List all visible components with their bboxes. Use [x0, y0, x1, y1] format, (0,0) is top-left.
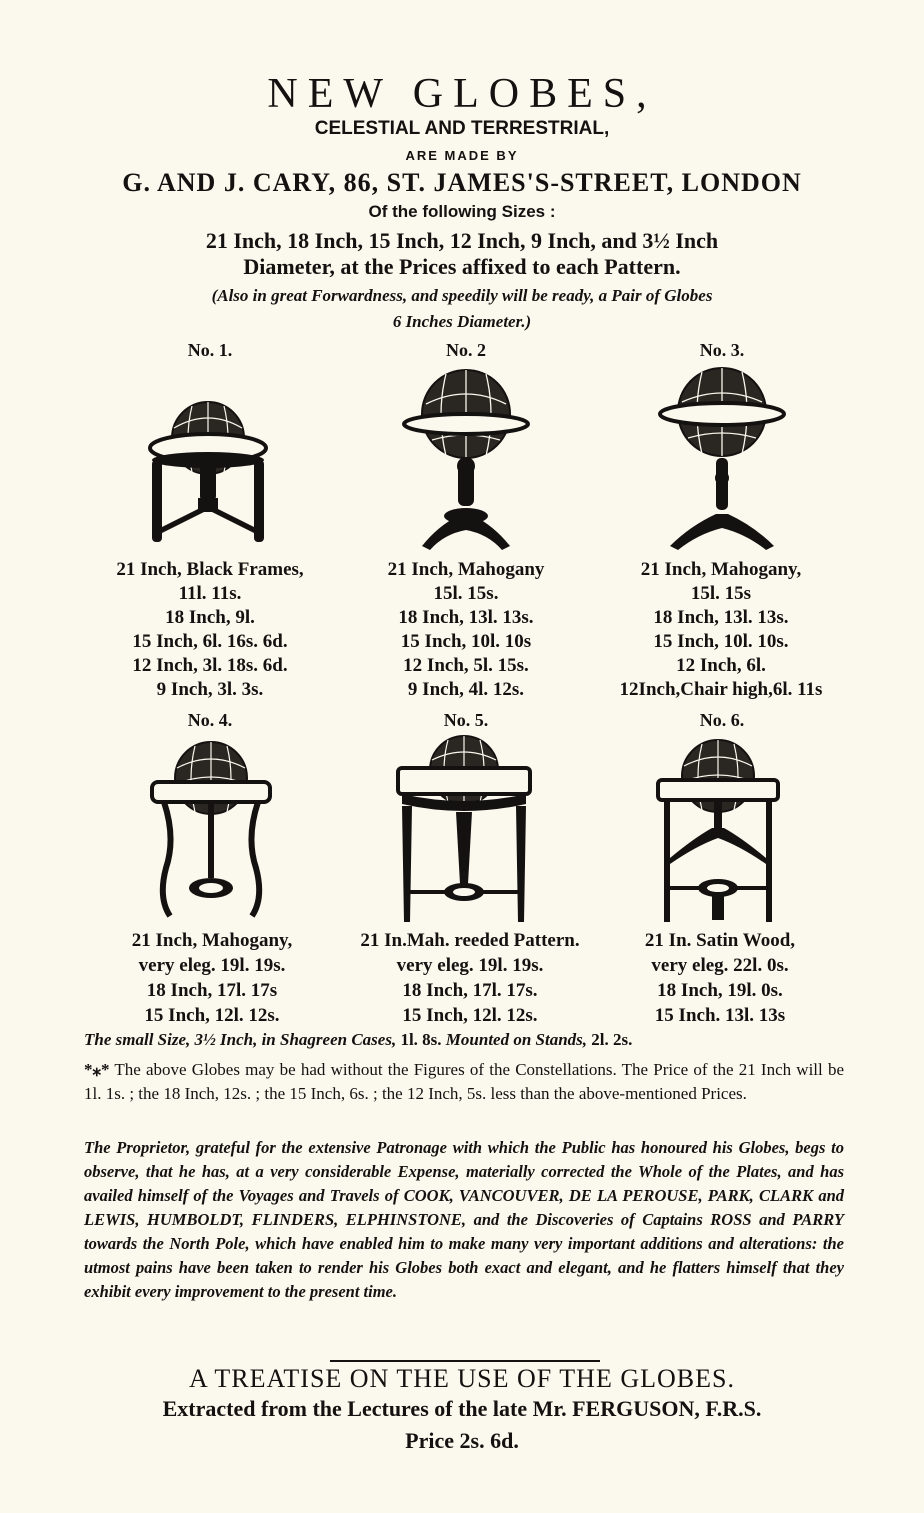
price-line: 21 In. Satin Wood, [644, 930, 796, 951]
maker-address: G. AND J. CARY, 86, ST. JAMES'S-STREET, LONDON [122, 168, 802, 197]
divider-rule [330, 1360, 600, 1362]
sizes-intro: Of the following Sizes : [368, 202, 556, 221]
globe-icon-no2 [398, 366, 534, 558]
price-line: 18 Inch, 13l. 13s. [653, 607, 789, 628]
treatise-source: Extracted from the Lectures of the late Mr. FERGUSON, F.R.S. [162, 1396, 762, 1421]
sizes-line: 21 Inch, 18 Inch, 15 Inch, 12 Inch, 9 Inch, and 3½ Inch [205, 228, 719, 253]
price-line: 18 Inch, 17l. 17s. [402, 980, 538, 1001]
small-size-note [84, 1030, 844, 1050]
price-line: very eleg. 22l. 0s. [651, 955, 789, 976]
treatise-title: A TREATISE ON THE USE OF THE GLOBES. [189, 1364, 735, 1393]
price-line: 21 Inch, Black Frames, [116, 559, 304, 580]
price-line: 9 Inch, 4l. 12s. [407, 679, 525, 700]
treatise-price: Price 2s. 6d. [405, 1428, 519, 1453]
price-line: 21 Inch, Mahogany [387, 559, 545, 580]
price-line: 12Inch,Chair high,6l. 11s [619, 679, 823, 700]
globe-icon-no6 [654, 738, 782, 924]
globe-icon-no4 [146, 738, 276, 922]
price-line: very eleg. 19l. 19s. [138, 955, 286, 976]
small-size-part3: Mounted on Stands, [445, 1030, 588, 1049]
also-note-line2: 6 Inches Diameter.) [392, 312, 532, 331]
price-line: Diameter, at the Prices affixed to each Pattern. [243, 254, 681, 279]
price-line: 15 Inch. 13l. 13s [654, 1005, 786, 1026]
price-line: 18 Inch, 17l. 17s [146, 980, 278, 1001]
price-line: 15l. 15s. [433, 583, 499, 604]
price-line: 11l. 11s. [178, 583, 242, 604]
price-line: 12 Inch, 3l. 18s. 6d. [132, 655, 288, 676]
pattern-label-4: No. 4. [187, 710, 233, 730]
price-line: 15l. 15s [690, 583, 752, 604]
asterism-icon: *⁎* [84, 1060, 110, 1079]
price-line: 21 Inch, Mahogany, [640, 559, 802, 580]
globe-icon-no5 [394, 734, 534, 926]
price-list-no3 [590, 558, 852, 702]
price-line: 15 Inch, 6l. 16s. 6d. [132, 631, 288, 652]
price-line: 21 Inch, Mahogany, [131, 930, 293, 951]
price-line: 18 Inch, 13l. 13s. [398, 607, 534, 628]
price-line: 15 Inch, 10l. 10s. [653, 631, 789, 652]
price-line: 18 Inch, 19l. 0s. [657, 980, 783, 1001]
constellations-note-text: The above Globes may be had without the Figures of the Constellations. The Price of the 21 Inch will be 1l. 1s. ; the 18 Inch, 12s. ; the 15 Inch, 6s. ; the 12 Inch, 5s. less than the above-mentioned Prices. [84, 1060, 844, 1103]
pattern-label-1: No. 1. [187, 340, 233, 360]
pattern-label-5: No. 5. [443, 710, 489, 730]
also-note-line1: (Also in great Forwardness, and speedily will be ready, a Pair of Globes [211, 286, 713, 305]
small-size-part4: 2l. 2s. [587, 1030, 633, 1049]
globe-icon-no1 [140, 398, 276, 554]
constellations-note [84, 1058, 844, 1106]
subtitle: CELESTIAL AND TERRESTRIAL, [314, 118, 610, 139]
page-title: NEW GLOBES, [267, 71, 657, 117]
globe-icon-no3 [654, 366, 790, 556]
price-list-no1 [80, 558, 340, 702]
price-line: 21 In.Mah. reeded Pattern. [360, 930, 580, 951]
price-line: 9 Inch, 3l. 3s. [156, 679, 264, 700]
price-line: 15 Inch, 12l. 12s. [402, 1005, 538, 1026]
price-line: 15 Inch, 10l. 10s [400, 631, 532, 652]
price-line: 12 Inch, 6l. [676, 655, 766, 676]
pattern-label-2: No. 2 [446, 340, 486, 360]
small-size-part1: The small Size, 3½ Inch, in Shagreen Cases, [84, 1030, 397, 1049]
price-list-no2 [346, 558, 586, 702]
small-size-part2: 1l. 8s. [396, 1030, 446, 1049]
price-line: 18 Inch, 9l. [165, 607, 255, 628]
price-list-no4 [96, 928, 328, 1028]
price-list-no5 [332, 928, 608, 1028]
price-line: 15 Inch, 12l. 12s. [144, 1005, 280, 1026]
made-by: ARE MADE BY [405, 148, 519, 163]
price-line: 12 Inch, 5l. 15s. [403, 655, 529, 676]
price-line: very eleg. 19l. 19s. [396, 955, 544, 976]
proprietor-paragraph: The Proprietor, grateful for the extensive Patronage with which the Public has honoured his Globes, begs to observe, that he has, at a very considerable Expense, materially corrected the Whole of the Plates, and has availed himself of the Voyages and Travels of COOK, VANCOUVER, DE LA PEROUSE, PARK, CLARK and LEWIS, HUMBOLDT, FLINDERS, ELPHINSTONE, and the Discoveries of Captains ROSS and PARRY towards the North Pole, which have enabled him to make many very important additions and alterations: the utmost pains have been taken to render his Globes both exact and elegant, and he flatters himself that they exhibit every improvement to the present time. [84, 1138, 844, 1301]
price-list-no6 [612, 928, 828, 1028]
pattern-label-3: No. 3. [699, 340, 745, 360]
pattern-label-6: No. 6. [699, 710, 745, 730]
